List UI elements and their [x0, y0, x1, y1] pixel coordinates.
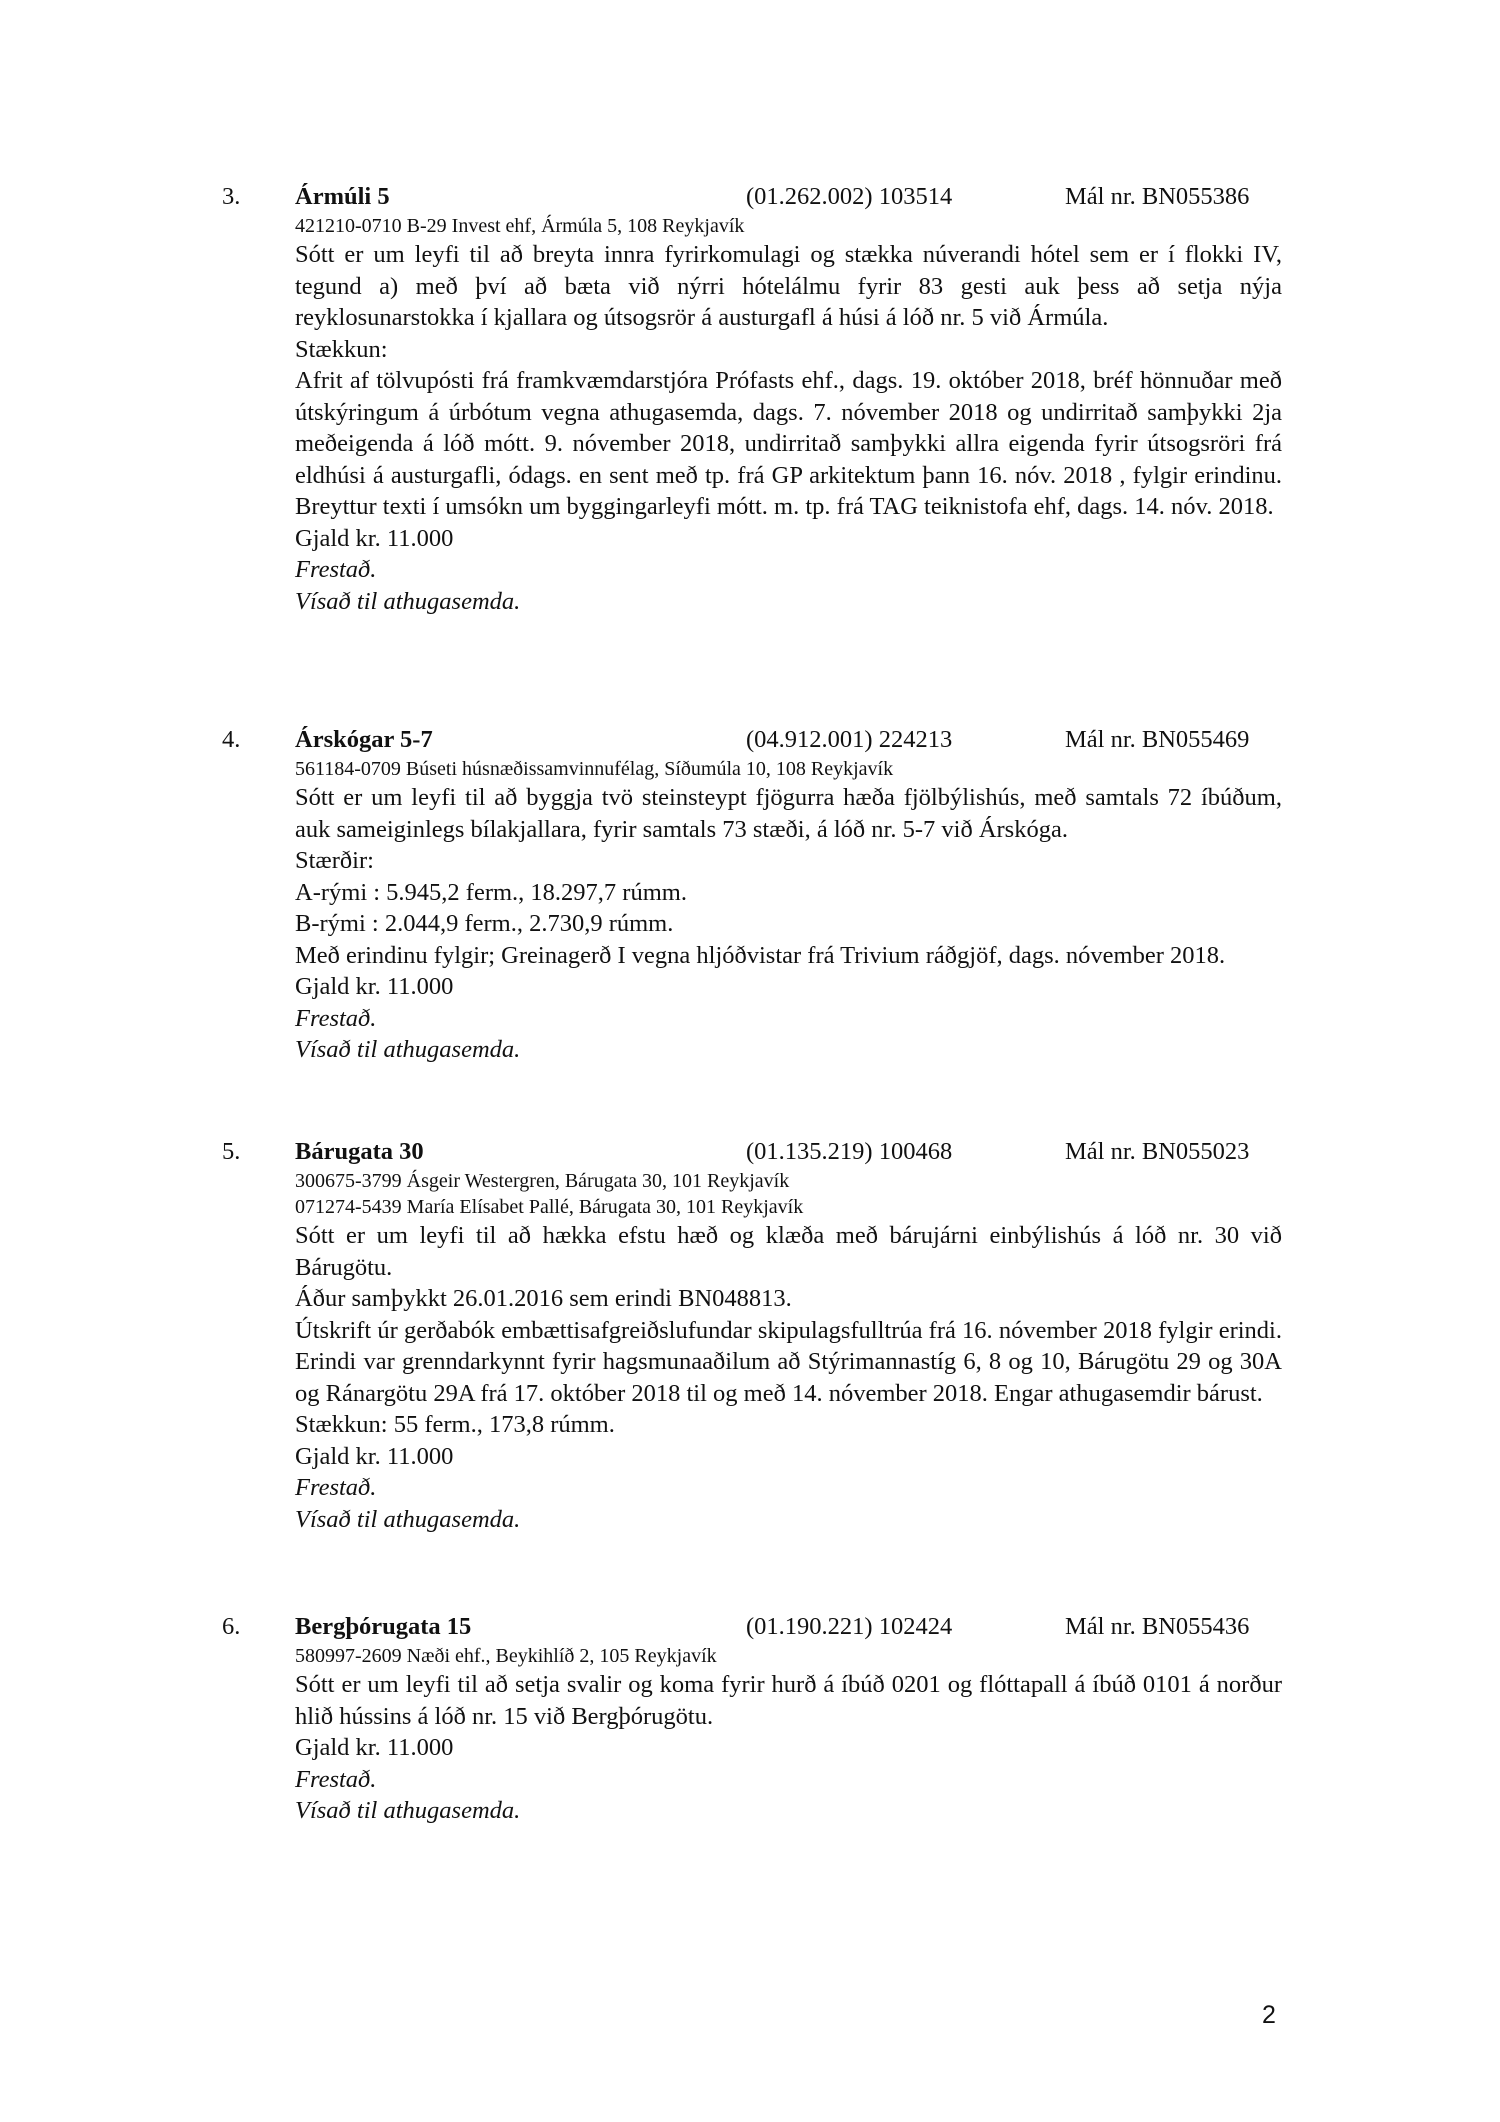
- detail-line: B-rými : 2.044,9 ferm., 2.730,9 rúmm.: [295, 910, 674, 937]
- case-body: [295, 1643, 1282, 1827]
- application-description: Sótt er um leyfi til að breyta innra fyrirkomulagi og stækka núverandi hótel sem er í flokki IV, tegund a) með því að bæta við nýrri hótelálmu fyrir 83 gesti auk þess að setja nýja reyklosunarstokka í kjallara og útsogsrör á austurgafl á húsi á lóð nr. 5 við Ármúla.: [295, 241, 1282, 331]
- application-description: Sótt er um leyfi til að setja svalir og koma fyrir hurð á íbúð 0201 og flóttapall á íbúð 0101 á norður hlið hússins á lóð nr. 15 við Bergþórugötu.: [295, 1671, 1282, 1730]
- case-item-bergthorugata-15: [222, 1611, 1282, 1827]
- item-number: 5.: [222, 1138, 241, 1165]
- property-address: Bárugata 30: [295, 1138, 424, 1165]
- case-item-arskogar-5-7: [222, 724, 1282, 1066]
- application-description: Sótt er um leyfi til að hækka efstu hæð og klæða með bárujárni einbýlishús á lóð nr. 30 við Bárugötu.: [295, 1222, 1282, 1281]
- property-code: (01.190.221) 102424: [746, 1613, 953, 1640]
- applicant-line: 421210-0710 B-29 Invest ehf, Ármúla 5, 108 Reykjavík: [295, 215, 745, 237]
- property-address: Bergþórugata 15: [295, 1613, 472, 1640]
- case-number: Mál nr. BN055436: [1065, 1613, 1250, 1640]
- detail-line: Afrit af tölvupósti frá framkvæmdarstjóra Prófasts ehf., dags. 19. október 2018, bréf hönnuðar með útskýringum á úrbótum vegna athugasemda, dags. 7. nóvember 2018 og undirritað samþykki 2ja meðeigenda á lóð mótt. 9. nóvember 2018, undirritað samþykki allra eigenda fyrir útsogsröri frá eldhúsi á austurgafli, ódags. en sent með tp. frá GP arkitektum þann 16. nóv. 2018 , fylgir erindinu. Breyttur texti í umsókn um byggingarleyfi mótt. m. tp. frá TAG teiknistofa ehf, dags. 14. nóv. 2018.: [295, 367, 1282, 520]
- applicant-line: 580997-2609 Næði ehf., Beykihlíð 2, 105 Reykjavík: [295, 1645, 717, 1667]
- case-header: [222, 181, 1282, 213]
- fee-line: Gjald kr. 11.000: [295, 973, 454, 1000]
- applicant-line: 071274-5439 María Elísabet Pallé, Bárugata 30, 101 Reykjavík: [295, 1196, 804, 1218]
- case-number: Mál nr. BN055023: [1065, 1138, 1250, 1165]
- item-number: 6.: [222, 1613, 241, 1640]
- case-body: [295, 756, 1282, 1066]
- application-description: Sótt er um leyfi til að byggja tvö steinsteypt fjögurra hæða fjölbýlishús, með samtals 72 íbúðum, auk sameiginlegs bílakjallara, fyrir samtals 73 stæði, á lóð nr. 5-7 við Árskóga.: [295, 784, 1282, 843]
- detail-line: Með erindinu fylgir; Greinagerð I vegna hljóðvistar frá Trivium ráðgjöf, dags. nóvember 2018.: [295, 941, 1226, 969]
- case-body: [295, 1168, 1282, 1535]
- page-number: 2: [1262, 2001, 1276, 2029]
- detail-line: Stækkun: 55 ferm., 173,8 rúmm.: [295, 1411, 615, 1438]
- fee-line: Gjald kr. 11.000: [295, 524, 454, 552]
- decision-line: Frestað.: [295, 1765, 377, 1793]
- referral-line: Vísað til athugasemda.: [295, 1797, 521, 1824]
- case-header: [222, 1611, 1282, 1643]
- item-number: 3.: [222, 183, 241, 210]
- detail-line: Áður samþykkt 26.01.2016 sem erindi BN048813.: [295, 1285, 792, 1312]
- applicant-line: 300675-3799 Ásgeir Westergren, Bárugata 30, 101 Reykjavík: [295, 1170, 790, 1192]
- property-code: (04.912.001) 224213: [746, 726, 953, 753]
- case-item-armuli-5: [222, 181, 1282, 617]
- case-number: Mál nr. BN055386: [1065, 183, 1250, 210]
- referral-line: Vísað til athugasemda.: [295, 1505, 521, 1533]
- case-header: [222, 1136, 1282, 1168]
- decision-line: Frestað.: [295, 1004, 377, 1032]
- applicant-line: 561184-0709 Búseti húsnæðissamvinnufélag, Síðumúla 10, 108 Reykjavík: [295, 758, 894, 780]
- decision-line: Frestað.: [295, 556, 377, 583]
- case-number: Mál nr. BN055469: [1065, 726, 1250, 753]
- decision-line: Frestað.: [295, 1474, 377, 1501]
- detail-line: A-rými : 5.945,2 ferm., 18.297,7 rúmm.: [295, 878, 687, 906]
- referral-line: Vísað til athugasemda.: [295, 587, 521, 615]
- detail-line: Stækkun:: [295, 335, 388, 363]
- detail-line: Útskrift úr gerðabók embættisafgreiðslufundar skipulagsfulltrúa frá 16. nóvember 2018 fylgir erindi. Erindi var grenndarkynnt fyrir hagsmunaaðilum að Stýrimannastíg 6, 8 og 10, Bárugötu 29 og 30A og Ránargötu 29A frá 17. október 2018 til og með 14. nóvember 2018. Engar athugasemdir bárust.: [295, 1316, 1282, 1407]
- item-number: 4.: [222, 726, 241, 753]
- property-code: (01.262.002) 103514: [746, 183, 953, 210]
- case-header: [222, 724, 1282, 756]
- detail-line: Stærðir:: [295, 847, 374, 874]
- fee-line: Gjald kr. 11.000: [295, 1734, 454, 1761]
- case-item-barugata-30: [222, 1136, 1282, 1535]
- property-address: Ármúli 5: [295, 183, 390, 210]
- case-body: [295, 213, 1282, 617]
- fee-line: Gjald kr. 11.000: [295, 1442, 454, 1470]
- property-address: Árskógar 5-7: [295, 726, 433, 753]
- referral-line: Vísað til athugasemda.: [295, 1036, 521, 1063]
- property-code: (01.135.219) 100468: [746, 1138, 953, 1165]
